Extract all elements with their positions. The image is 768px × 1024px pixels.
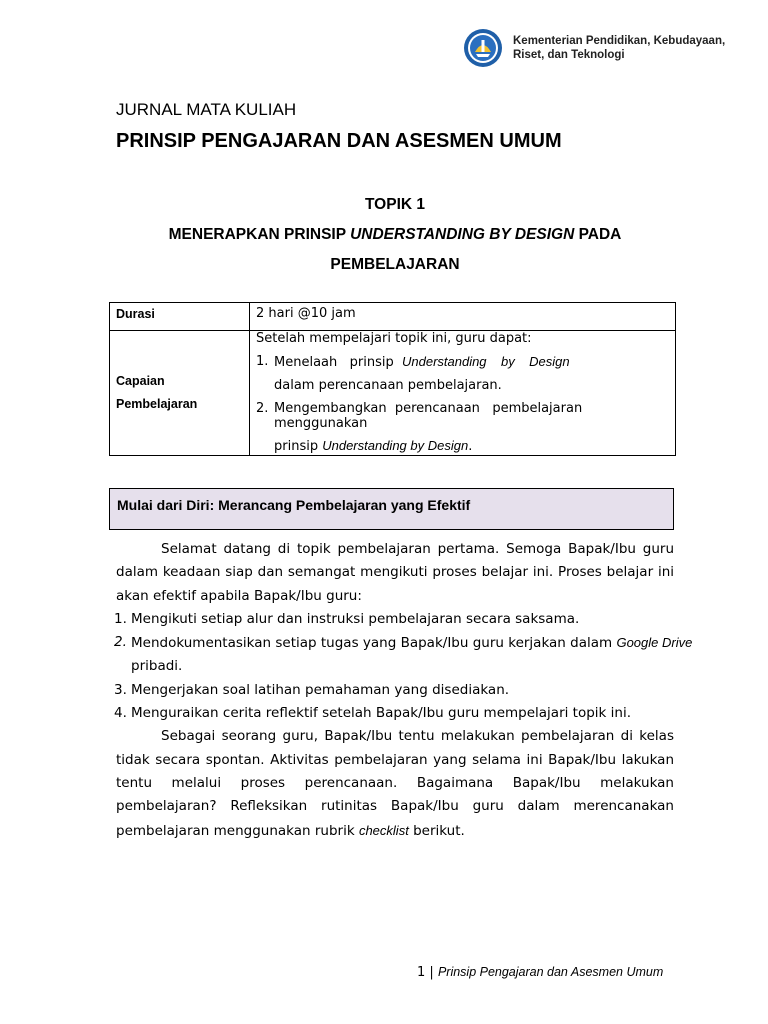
instruction-list (114, 608, 693, 725)
list-item (114, 631, 693, 655)
topic-number: TOPIK 1 (364, 196, 425, 213)
list-item-continuation (256, 378, 669, 394)
list-item-number: 2. (256, 401, 269, 416)
item2-line-2-italic: Understanding by Design (322, 438, 469, 453)
reflection-pre: Sebagai seorang guru, Bapak/Ibu tentu melakukan pembelajaran di kelas tidak secara spontan. Aktivitas pembelajaran yang selama ini Bapak/Ibu lakukan tentu melalui proses perencanaan. Bagaimana Bapak/Ibu melakukan pembelajaran? Refleksikan rutinitas Bapak/Ibu guru dalam merencanakan pembelajaran menggunakan rubrik (116, 728, 674, 839)
list-item-text: Menguraikan cerita reflektif setelah Bapak/Ibu guru mempelajari topik ini. (131, 705, 631, 722)
list-item-number: 3. (114, 681, 127, 698)
list-item-number: 1. (114, 610, 127, 627)
info-table (109, 302, 676, 456)
reflection-italic: checklist (358, 822, 409, 838)
ministry-logo (463, 28, 725, 68)
topic-subtitle-pre: MENERAPKAN PRINSIP (168, 226, 351, 243)
topic-subtitle-line-2: PEMBELAJARAN (330, 256, 460, 273)
list-item-text: Mengikuti setiap alur dan instruksi pembelajaran secara saksama. (131, 610, 580, 627)
footer-separator: | (425, 965, 438, 980)
list-item-spacer (114, 655, 131, 678)
capaian-list (256, 354, 669, 455)
list-item-text-italic: Google Drive (616, 635, 693, 651)
topic-heading (110, 190, 680, 280)
item1-italic: Understanding by Design (401, 354, 570, 369)
list-item (114, 702, 674, 725)
page-footer (417, 965, 663, 980)
topic-subtitle-post: PADA (574, 226, 622, 243)
topic-subtitle (110, 220, 680, 250)
durasi-label-cell (110, 303, 250, 331)
course-title: PRINSIP PENGAJARAN DAN ASESMEN UMUM (116, 130, 562, 152)
item2-text: Mengembangkan perencanaan pembelajaran menggunakan (274, 401, 587, 431)
topic-subtitle-italic: UNDERSTANDING BY DESIGN (350, 226, 575, 243)
list-item-text-line-2: pribadi. (131, 658, 183, 675)
table-row-durasi (110, 303, 676, 331)
list-item (114, 608, 674, 631)
page-number: 1 (417, 965, 426, 980)
list-item-text (274, 354, 570, 371)
reflection-post: berikut. (408, 822, 465, 839)
list-item-number: 2. (114, 634, 127, 651)
capaian-intro: Setelah mempelajari topik ini, guru dapat: (256, 331, 532, 346)
list-item-text-pre: Mendokumentasikan setiap tugas yang Bapak/Ibu guru kerjakan dalam (131, 635, 617, 652)
capaian-value-cell (250, 331, 676, 456)
durasi-value-cell (250, 303, 676, 331)
capaian-label-line-1: Capaian (116, 374, 165, 388)
list-item (256, 354, 669, 371)
ministry-name (513, 34, 725, 62)
ministry-line-2: Riset, dan Teknologi (513, 49, 625, 61)
reflection-paragraph (116, 725, 674, 842)
ministry-line-1: Kementerian Pendidikan, Kebudayaan, (513, 35, 726, 47)
list-item (256, 401, 669, 431)
capaian-label (116, 370, 249, 416)
item2-line-2 (274, 438, 472, 455)
list-item-number: 4. (114, 705, 127, 722)
list-item-text: Mengerjakan soal latihan pemahaman yang disediakan. (131, 681, 510, 698)
list-item-number: 1. (256, 354, 269, 369)
list-item-continuation (256, 438, 669, 455)
section-header-box (109, 488, 674, 530)
list-item (114, 679, 674, 702)
jurnal-heading: JURNAL MATA KULIAH (116, 100, 297, 119)
capaian-label-line-2: Pembelajaran (116, 397, 198, 411)
capaian-label-cell (110, 331, 250, 456)
section-title: Mulai dari Diri: Merancang Pembelajaran yang Efektif (117, 497, 471, 513)
item2-line-2-post: . (468, 439, 473, 454)
body-content (114, 538, 693, 843)
footer-title: Prinsip Pengajaran dan Asesmen Umum (437, 965, 664, 979)
list-item-continuation (114, 655, 674, 678)
item1-line-2: dalam perencanaan pembelajaran. (274, 378, 502, 393)
list-item-text (131, 631, 692, 655)
item2-line-2-pre: prinsip (274, 439, 323, 454)
item1-pre: Menelaah prinsip (274, 355, 402, 370)
intro-paragraph: Selamat datang di topik pembelajaran pertama. Semoga Bapak/Ibu guru dalam keadaan siap dan semangat mengikuti proses belajar ini. Proses belajar ini akan efektif apabila Bapak/Ibu guru: (116, 541, 674, 604)
tut-wuri-handayani-logo-icon (463, 28, 503, 68)
table-row-capaian (110, 331, 676, 456)
durasi-label: Durasi (116, 307, 155, 321)
durasi-value: 2 hari @10 jam (256, 306, 356, 321)
